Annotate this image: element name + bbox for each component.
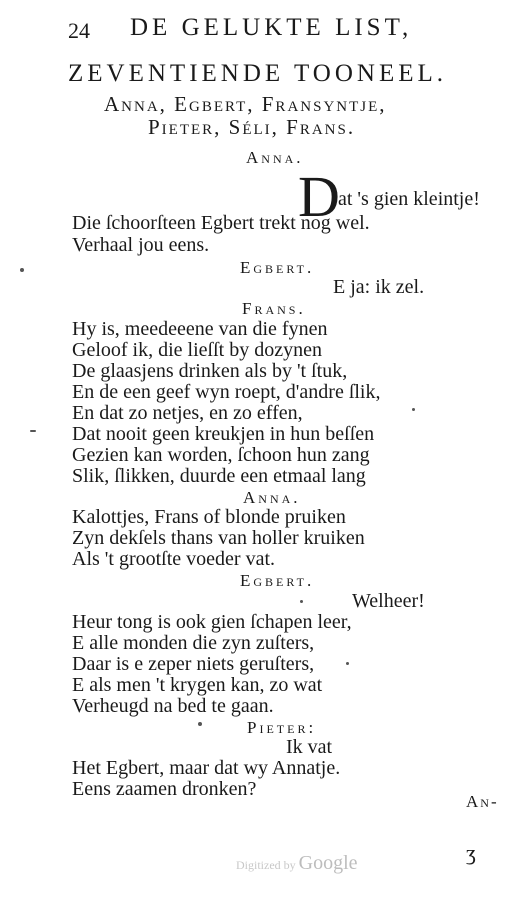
print-speck	[300, 600, 303, 603]
print-speck	[30, 430, 36, 432]
cast-list-line-1: Anna, Egbert, Fransyntje,	[104, 92, 387, 116]
verse-line: En de een geef wyn roept, d'andre ſlik,	[72, 381, 381, 403]
verse-line: Als 't grootſte voeder vat.	[72, 548, 275, 570]
verse-line: Eens zaamen dronken?	[72, 778, 257, 800]
verse-line: Kalottjes, Frans of blonde pruiken	[72, 506, 346, 528]
verse-line: Ik vat	[286, 736, 333, 758]
print-speck	[346, 662, 349, 665]
page-number: 24	[68, 18, 90, 43]
running-title: DE GELUKTE LIST,	[130, 14, 413, 41]
watermark-brand: Google	[298, 852, 358, 874]
print-speck	[412, 408, 415, 411]
print-speck	[198, 722, 202, 726]
digitization-watermark	[236, 852, 358, 875]
verse-line: En dat zo netjes, en zo effen,	[72, 402, 303, 424]
drop-cap: D	[298, 164, 340, 229]
scene-title: ZEVENTIENDE TOONEEL.	[68, 60, 448, 87]
cast-list-line-2: Pieter, Séli, Frans.	[148, 115, 356, 139]
verse-line: Het Egbert, maar dat wy Annatje.	[72, 757, 341, 779]
verse-line: Geloof ik, die lieſſt by dozynen	[72, 339, 322, 361]
verse-line: E alle monden die zyn zuſters,	[72, 632, 315, 654]
verse-line: Slik, ſlikken, duurde een etmaal lang	[72, 465, 366, 487]
verse-line: Daar is e zeper niets geruſters,	[72, 653, 315, 675]
verse-line: at 's gien kleintje!	[338, 188, 480, 210]
verse-line: De glaasjens drinken als by 't ſtuk,	[72, 360, 348, 382]
verse-line: E ja: ik zel.	[333, 276, 425, 298]
verse-line: Verhaal jou eens.	[72, 234, 210, 256]
print-speck	[20, 268, 24, 272]
speaker-label: Egbert.	[240, 258, 315, 277]
catchword: An-	[466, 792, 499, 811]
verse-line: E als men 't krygen kan, zo wat	[72, 674, 323, 696]
signature-mark: ʒ	[466, 840, 476, 865]
speaker-label: Anna.	[246, 148, 304, 167]
verse-line: Welheer!	[352, 590, 425, 612]
speaker-label: Egbert.	[240, 571, 315, 590]
speaker-label: Frans.	[242, 299, 306, 318]
verse-line: Hy is, meedeeene van die fynen	[72, 318, 328, 340]
verse-line: Zyn dekſels thans van holler kruiken	[72, 527, 365, 549]
speaker-label: Pieter:	[247, 718, 317, 737]
verse-line: Die ſchoorſteen Egbert trekt nog wel.	[72, 212, 370, 234]
watermark-prefix: Digitized by	[236, 858, 296, 872]
speaker-label: Anna.	[243, 488, 301, 507]
verse-line: Heur tong is ook gien ſchapen leer,	[72, 611, 352, 633]
verse-line: Verheugd na bed te gaan.	[72, 695, 274, 717]
verse-line: Gezien kan worden, ſchoon hun zang	[72, 444, 370, 466]
verse-line: Dat nooit geen kreukjen in hun beſſen	[72, 423, 375, 445]
